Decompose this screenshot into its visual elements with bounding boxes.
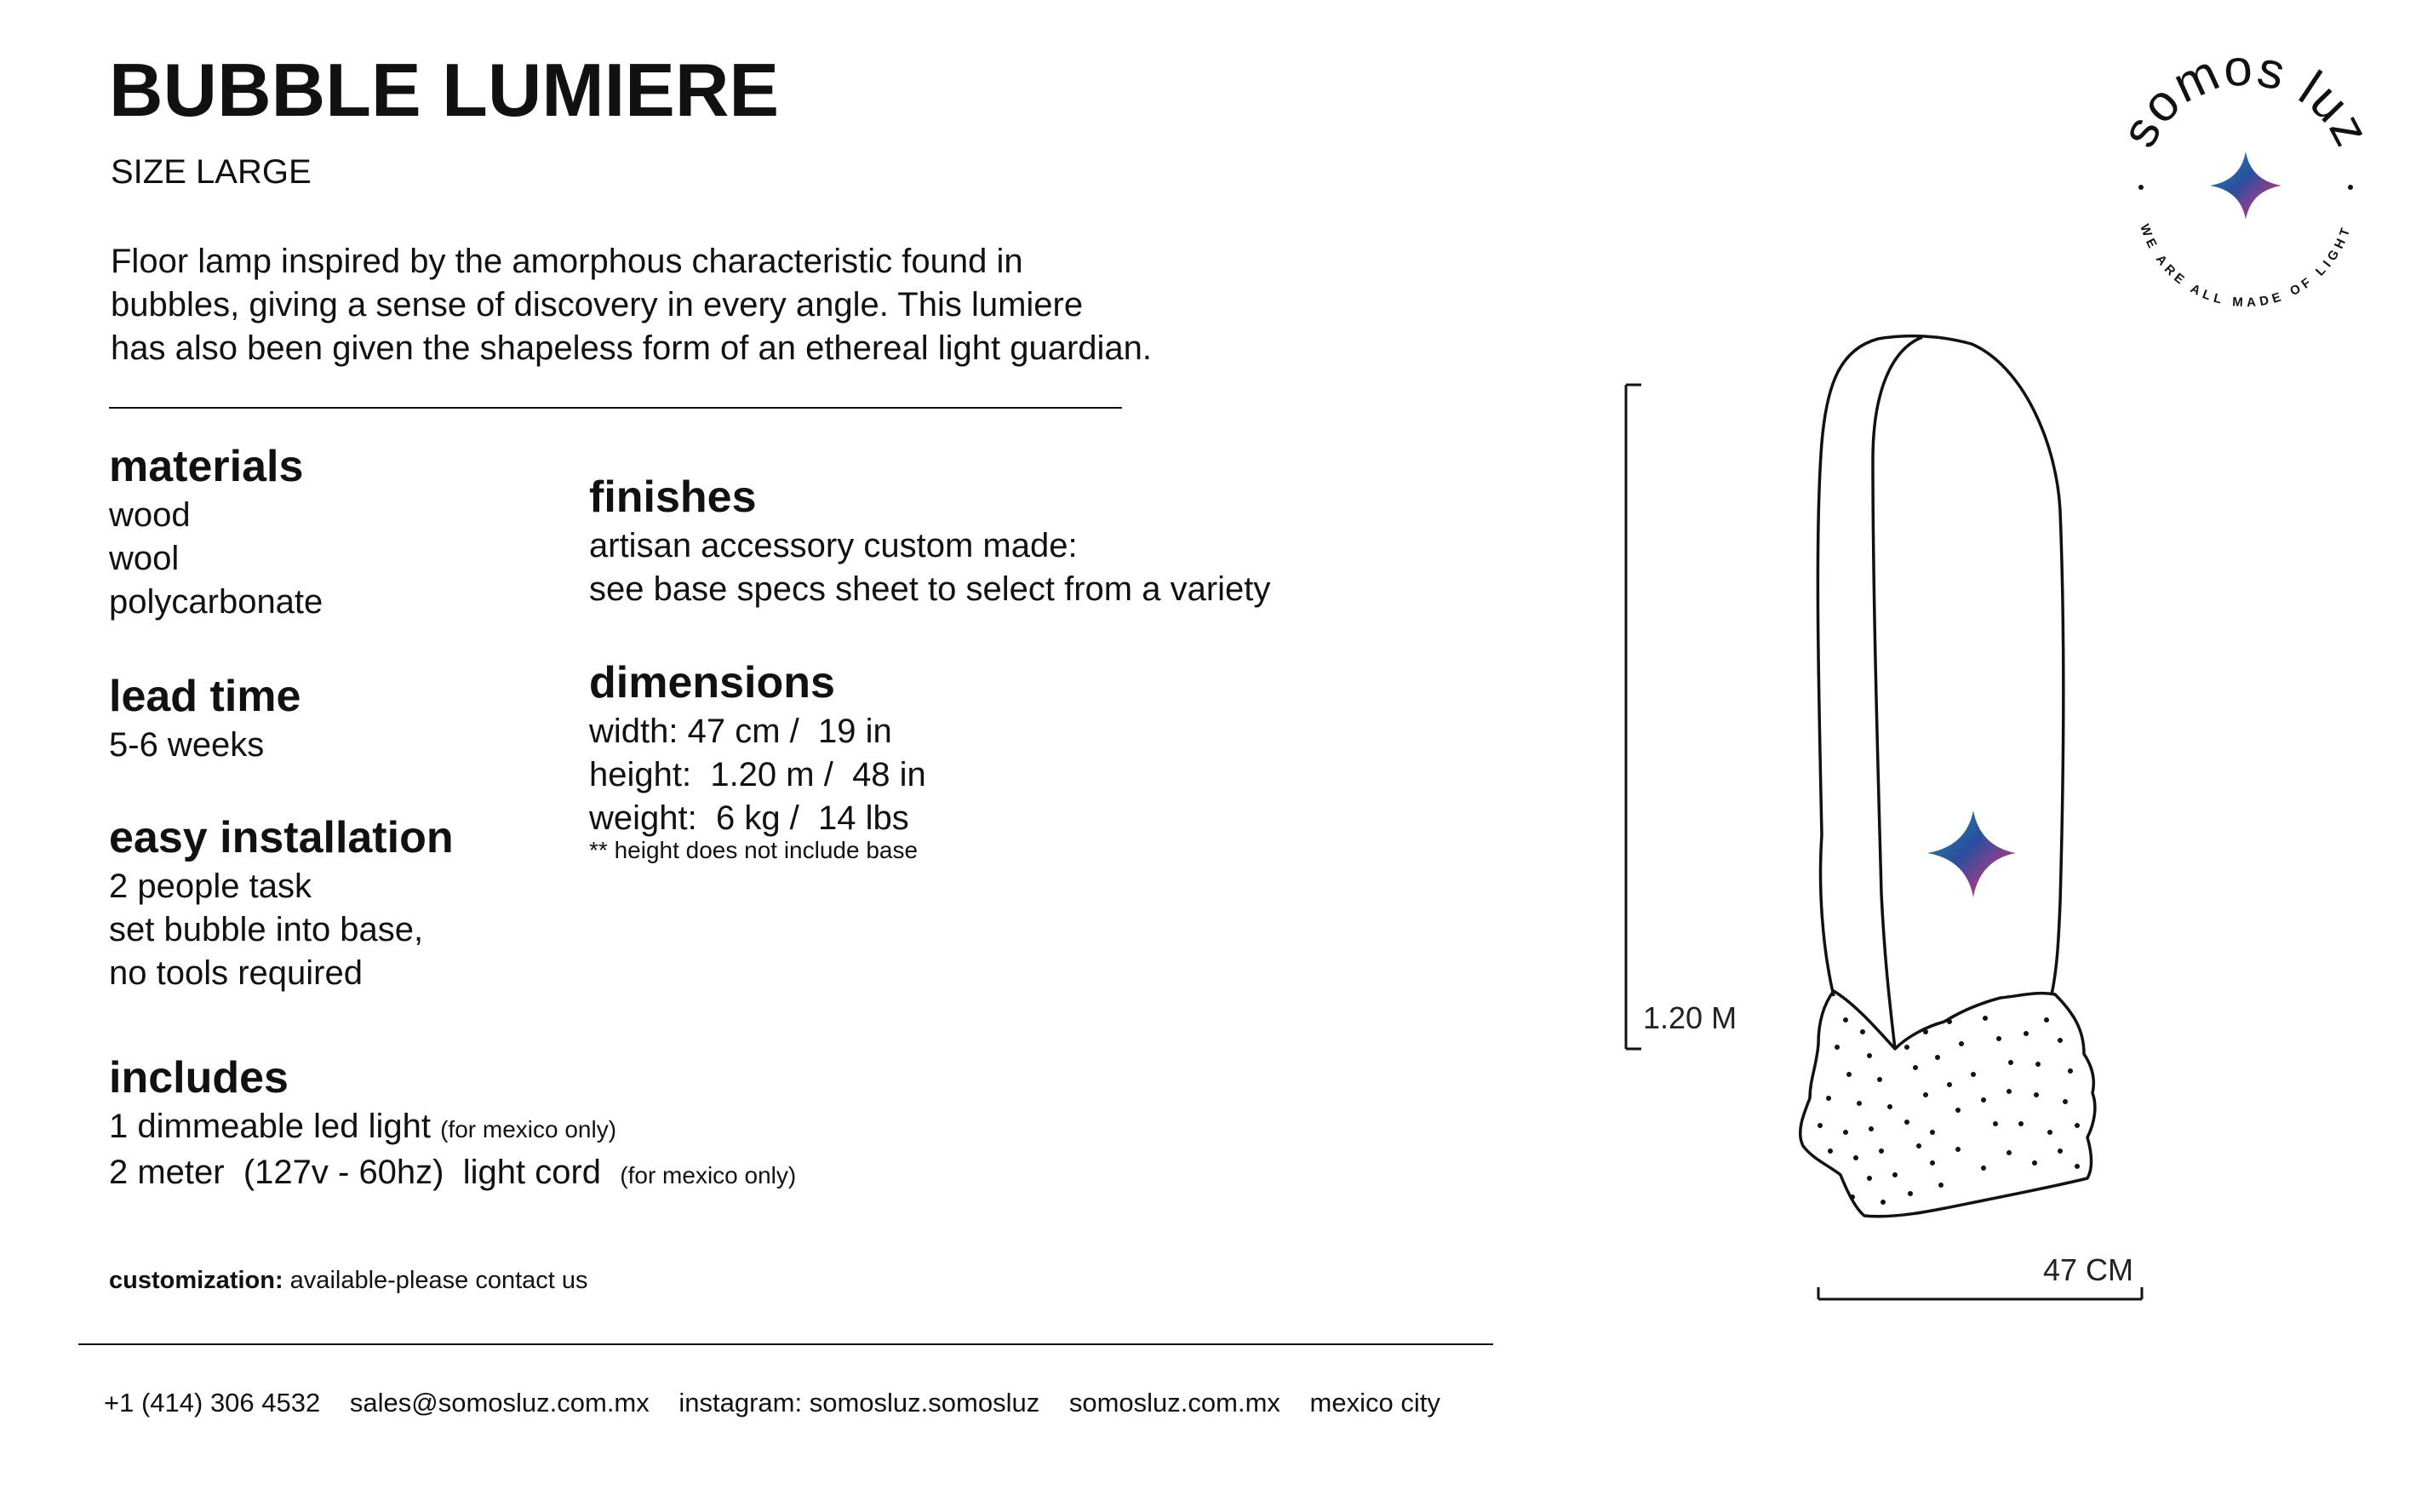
- footer-phone[interactable]: +1 (414) 306 4532: [104, 1388, 321, 1418]
- finishes-section: [589, 472, 1271, 611]
- description-line: has also been given the shapeless form of an ethereal light guardian.: [111, 329, 1153, 367]
- lead-time-section: [109, 674, 301, 767]
- footer-contact: [104, 1388, 1463, 1418]
- dimensions-item: weight: 6 kg / 14 lbs: [589, 799, 909, 837]
- height-label: 1.20 M: [1643, 1000, 1737, 1035]
- finishes-item: artisan accessory custom made:: [589, 527, 1078, 564]
- footer-instagram[interactable]: instagram: somosluz.somosluz: [678, 1388, 1040, 1418]
- width-dimension-line: [1818, 1287, 2142, 1299]
- installation-item: set bubble into base,: [109, 911, 424, 948]
- base-outline: [1800, 991, 2095, 1217]
- installation-item: 2 people task: [109, 868, 312, 905]
- base-speckle-pattern: [1818, 1016, 2080, 1205]
- includes-item-note: (for mexico only): [620, 1162, 797, 1188]
- product-title: BUBBLE LUMIERE: [109, 48, 780, 132]
- materials-section: [109, 444, 323, 624]
- includes-item: [109, 1151, 796, 1197]
- product-size: SIZE LARGE: [111, 153, 312, 191]
- logo-wordmark: somos luz: [2110, 38, 2382, 157]
- divider-bottom: [78, 1343, 1493, 1345]
- installation-heading: easy installation: [109, 813, 454, 862]
- materials-heading: materials: [109, 442, 304, 491]
- includes-section: [109, 1053, 797, 1197]
- footer-email[interactable]: sales@somosluz.com.mx: [349, 1388, 650, 1418]
- description-line: bubbles, giving a sense of discovery in every angle. This lumiere: [111, 286, 1084, 324]
- four-point-star-icon: [1927, 810, 2016, 897]
- includes-heading: includes: [109, 1053, 289, 1102]
- dimensions-heading: dimensions: [589, 658, 835, 707]
- customization-text: available-please contact us: [283, 1267, 588, 1294]
- dimensions-item: height: 1.20 m / 48 in: [589, 756, 926, 793]
- logo-tagline: WE ARE ALL MADE OF LIGHT: [2137, 222, 2355, 311]
- materials-item: wool: [109, 540, 180, 577]
- lead-time-heading: lead time: [109, 672, 301, 721]
- includes-item-text: 1 dimmeable led light: [109, 1108, 441, 1145]
- description-line: Floor lamp inspired by the amorphous characteristic found in: [111, 243, 1023, 280]
- includes-item: [109, 1105, 796, 1151]
- footer-website[interactable]: somosluz.com.mx: [1068, 1388, 1280, 1418]
- customization-label: customization:: [109, 1267, 283, 1294]
- four-point-star-icon: [2210, 152, 2281, 220]
- lead-time-item: 5-6 weeks: [109, 726, 265, 764]
- customization-note: [109, 1267, 588, 1295]
- materials-item: polycarbonate: [109, 583, 323, 621]
- installation-item: no tools required: [109, 954, 363, 992]
- finishes-item: see base specs sheet to select from a variety: [589, 570, 1271, 608]
- height-dimension-line: [1626, 385, 1641, 1049]
- dimensions-note: ** height does not include base: [589, 837, 919, 863]
- materials-item: wood: [109, 496, 191, 534]
- bubble-outline: [1818, 336, 2063, 1049]
- product-description: [111, 240, 1152, 370]
- footer-location: mexico city: [1309, 1388, 1440, 1418]
- finishes-heading: finishes: [589, 472, 757, 522]
- width-label: 47 CM: [2043, 1252, 2134, 1287]
- installation-section: [109, 813, 454, 995]
- dimensions-item: width: 47 cm / 19 in: [589, 713, 892, 750]
- includes-item-note: (for mexico only): [440, 1116, 617, 1143]
- dimensions-section: [589, 658, 926, 863]
- divider-top: [109, 407, 1122, 409]
- includes-item-text: 2 meter (127v - 60hz) light cord: [109, 1154, 621, 1191]
